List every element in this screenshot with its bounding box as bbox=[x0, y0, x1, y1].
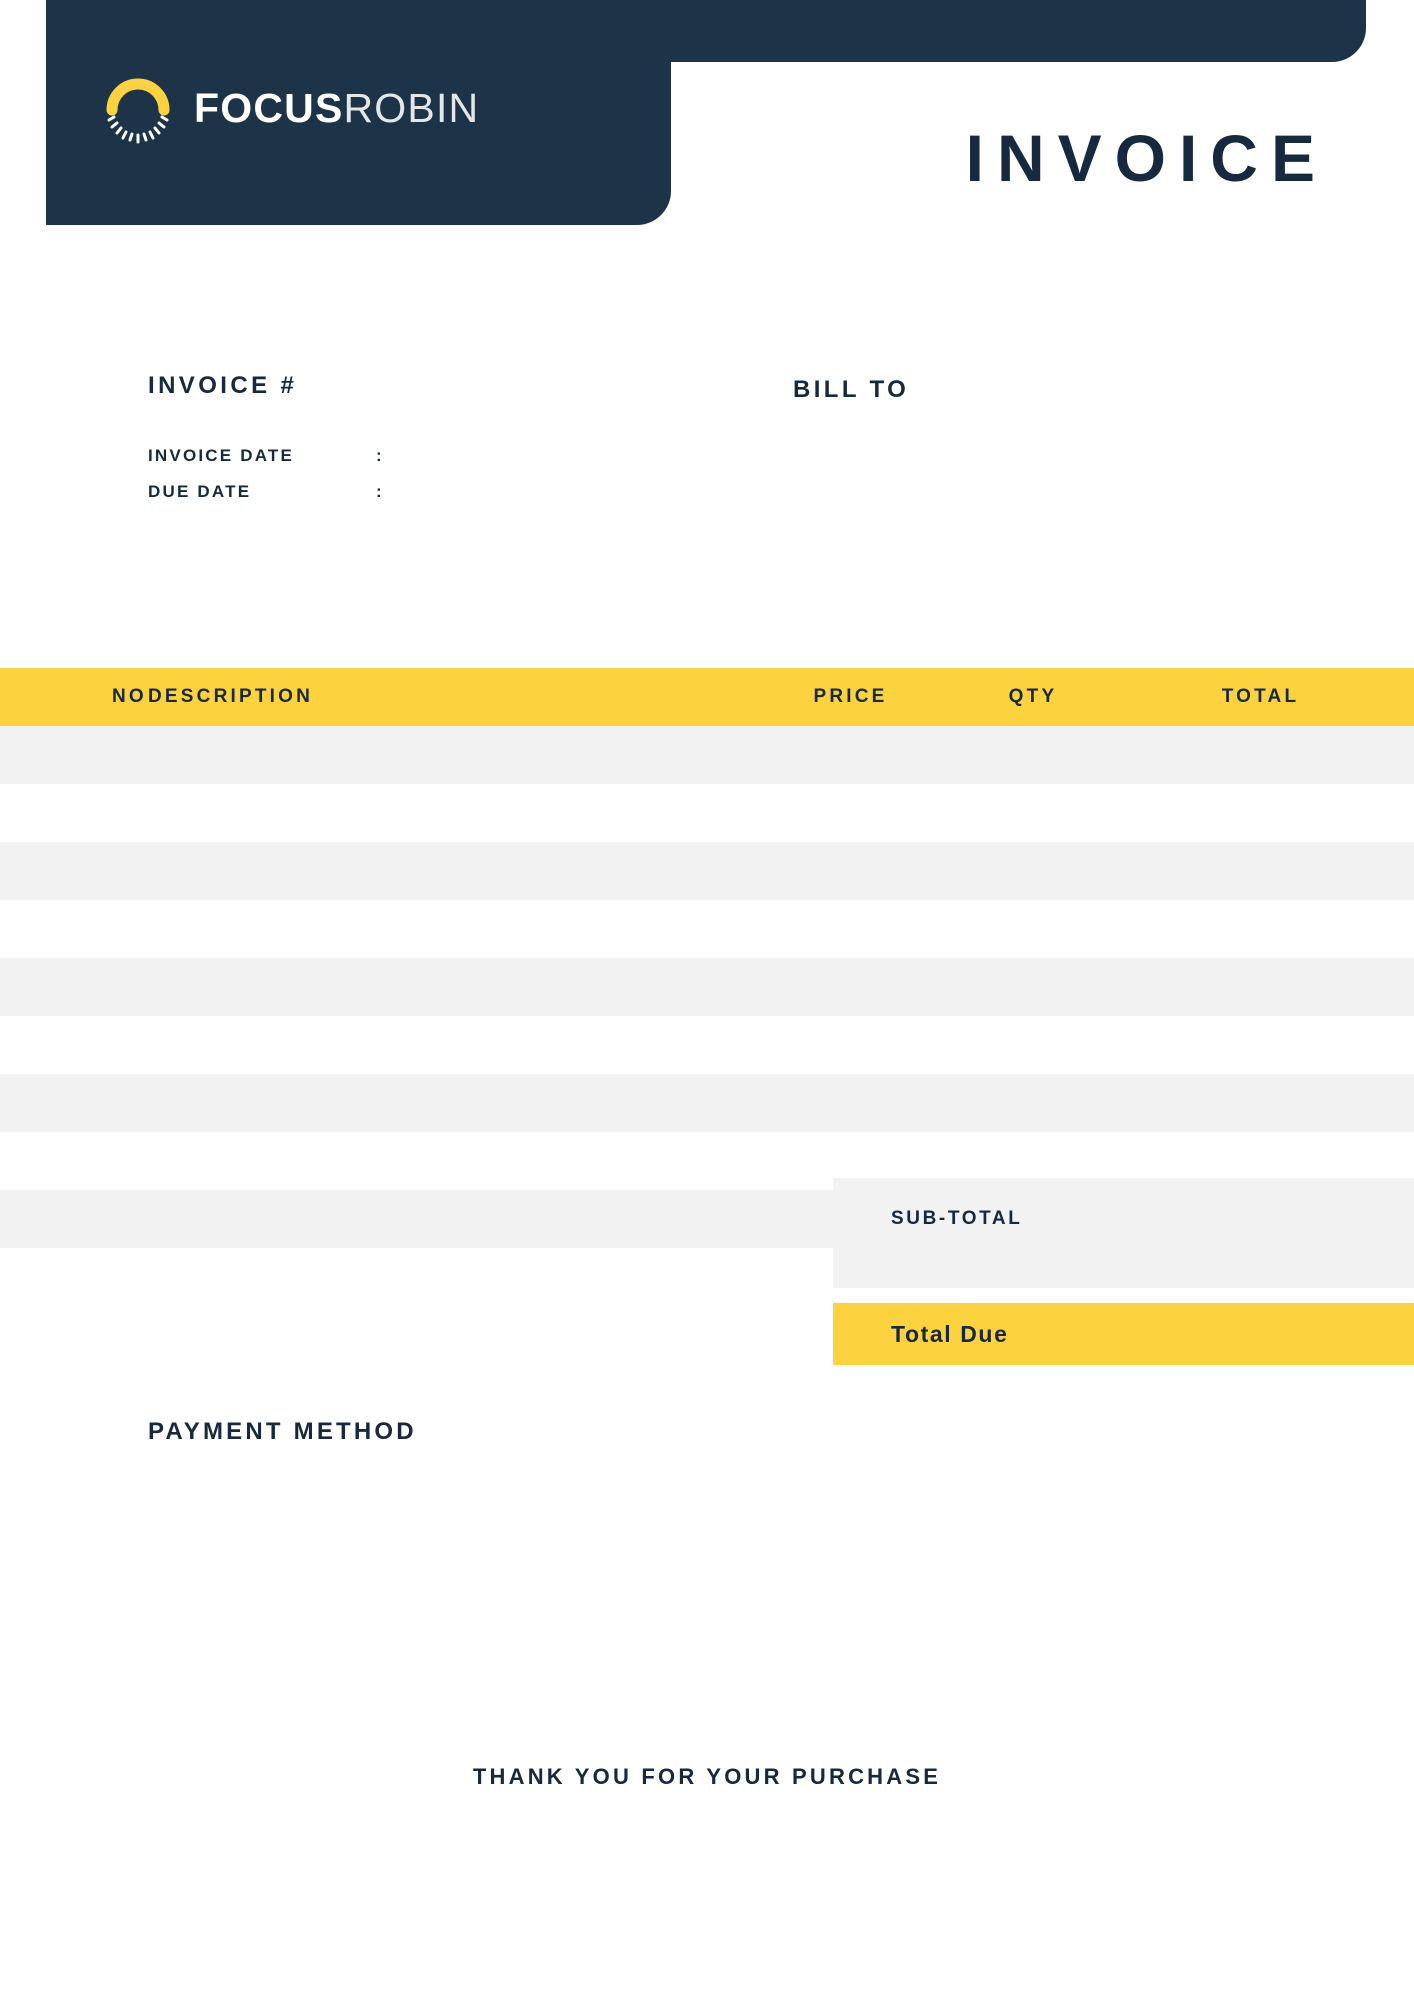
table-row bbox=[0, 842, 1414, 900]
total-due-label: Total Due bbox=[891, 1320, 1009, 1347]
column-header-description: DESCRIPTION bbox=[148, 686, 314, 707]
table-row bbox=[0, 1074, 1414, 1132]
invoice-date-label: INVOICE DATE bbox=[148, 446, 295, 465]
table-header-row bbox=[0, 668, 1414, 726]
invoice-date-separator: : bbox=[376, 446, 384, 465]
table-row-spacer bbox=[0, 784, 1414, 842]
brand-name-bold: FOCUS bbox=[194, 84, 344, 131]
table-row-spacer bbox=[0, 900, 1414, 958]
totals-block bbox=[833, 1178, 1414, 1365]
column-header-no: NO bbox=[112, 686, 147, 707]
brand-name bbox=[194, 84, 480, 131]
due-date-label: DUE DATE bbox=[148, 482, 252, 501]
subtotal-label: SUB-TOTAL bbox=[891, 1208, 1023, 1229]
thank-you-note: THANK YOU FOR YOUR PURCHASE bbox=[472, 1764, 942, 1789]
payment-method-label: PAYMENT METHOD bbox=[148, 1418, 417, 1445]
bill-to-label: BILL TO bbox=[793, 376, 910, 403]
circular-sunburst-logo-icon bbox=[100, 70, 176, 146]
subtotal-row bbox=[833, 1178, 1414, 1288]
brand-logo bbox=[100, 70, 479, 146]
table-row bbox=[0, 958, 1414, 1016]
column-header-price: PRICE bbox=[813, 686, 888, 707]
brand-name-light: ROBIN bbox=[343, 84, 480, 131]
invoice-meta bbox=[148, 372, 396, 518]
payment-method-block bbox=[148, 1418, 417, 1472]
column-header-qty: QTY bbox=[1008, 686, 1058, 707]
due-date-separator: : bbox=[376, 482, 384, 501]
column-header-total: TOTAL bbox=[1221, 686, 1300, 707]
table-row bbox=[0, 726, 1414, 784]
bill-to-block bbox=[793, 376, 909, 432]
invoice-date-row bbox=[148, 446, 396, 466]
due-date-row bbox=[148, 482, 396, 502]
table-row-spacer bbox=[0, 1016, 1414, 1074]
page-title: INVOICE bbox=[965, 121, 1328, 195]
total-due-row bbox=[833, 1303, 1414, 1365]
invoice-number-label: INVOICE # bbox=[148, 372, 298, 399]
